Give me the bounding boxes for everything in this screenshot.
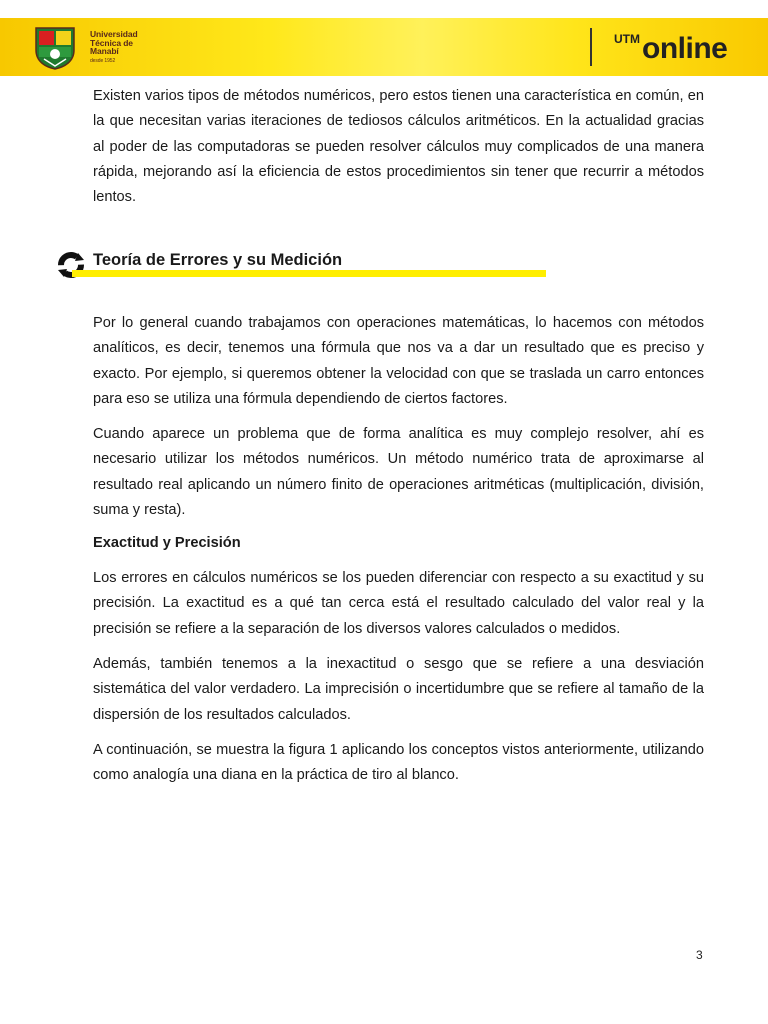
university-name-line1: Universidad	[90, 29, 138, 39]
university-since: desde 1952	[90, 57, 116, 64]
section-paragraph-1: Por lo general cuando trabajamos con operaciones matemáticas, lo hacemos con métodos analíticos, es decir, tenemos una fórmula que nos va a dar un resultado que es preciso y exacto. Por ejemplo, si queremos obtener la velocidad con que se traslada un carro entonces para eso se utiliza una fórmula dependiendo de ciertos factores.	[93, 315, 704, 407]
subheading-exactitud: Exactitud y Precisión	[93, 535, 241, 551]
subsection-paragraph-1: Los errores en cálculos numéricos se los pueden diferenciar con respecto a su exactitud y su precisión. La exactitud es a qué tan cerca está el resultado calculado del valor real y la precisión se refiere a la separación de los diversos valores calculados o medidos.	[93, 570, 704, 637]
page-header	[0, 18, 768, 76]
brand-divider	[590, 28, 592, 66]
university-name-line3: Manabí	[90, 46, 119, 56]
section-title-underline	[72, 270, 546, 277]
intro-paragraph: Existen varios tipos de métodos numéricos, pero estos tienen una característica en común, en la que necesitan varias iteraciones de tediosos cálculos aritméticos. En la actualidad gracias al poder de las computadoras se pueden resolver cálculos muy complicados de una manera rápida, mejorando así la eficiencia de estos procedimientos sin tener que recurrir a métodos lentos.	[93, 88, 704, 206]
brand-utm: UTM	[614, 32, 640, 46]
subsection-paragraph-3: A continuación, se muestra la figura 1 aplicando los conceptos vistos anteriormente, utilizando como analogía una diana en la práctica de tiro al blanco.	[93, 742, 704, 784]
section-title: Teoría de Errores y su Medición	[93, 251, 343, 269]
page-number: 3	[696, 948, 703, 962]
subsection-paragraph-2: Además, también tenemos a la inexactitud o sesgo que se refiere a una desviación sistemática del valor verdadero. La imprecisión o incertidumbre que se refiere al tamaño de la dispersión de los resultados calculados.	[93, 656, 704, 723]
university-name-line2: Técnica de	[90, 37, 133, 48]
university-name	[90, 30, 138, 65]
brand-online: online	[642, 32, 728, 65]
university-crest-icon	[34, 26, 76, 70]
section-paragraph-2: Cuando aparece un problema que de forma analítica es muy complejo resolver, ahí es necesario utilizar los métodos numéricos. Un método numérico trata de aproximarse al resultado real aplicando un número finito de operaciones aritméticas (multiplicación, división, suma y resta).	[93, 426, 704, 518]
